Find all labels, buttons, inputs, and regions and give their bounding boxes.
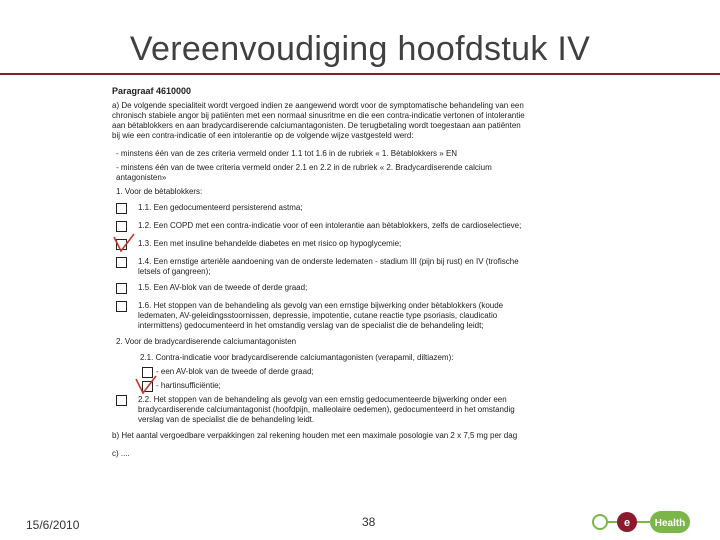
item-text: 2.2. Het stoppen van de behandeling als gevolg van een ernstig gedocumenteerde bijwerking onder een bradycardiserende calciumantagonist (hoofdpijn, malleolaire oedemen), gedocumenteerd in het omstandig verslag van de specialist die de behandeling leidt. bbox=[138, 395, 515, 424]
item-text: 1.3. Een met insuline behandelde diabetes en met risico op hypoglycemie; bbox=[138, 239, 402, 248]
item-text: - een AV-blok van de tweede of derde graad; bbox=[156, 367, 314, 376]
item-text: 1.4. Een ernstige arteriële aandoening van de onderste ledematen - stadium III (pijn bij rust) en IV (trofische letsels of gangreen); bbox=[138, 257, 519, 276]
checkbox bbox=[116, 395, 127, 406]
intro-text: a) De volgende specialiteit wordt vergoed indien ze aangewend wordt voor de symptomatische behandeling van een chronisch stabiele angor bij patiënten met een normaal sinusritme en die een contra-indicatie vertonen of intolerantie aan bètablokkers en aan bradycardiserende calciumantagonisten. De terugbetaling wordt toegestaan aan patiënten bij wie een contra-indicatie of een intolerantie op de volgende wijze vastgesteld werd: bbox=[112, 101, 525, 140]
section2-item-22 bbox=[112, 395, 527, 425]
item-text: 1.2. Een COPD met een contra-indicatie voor of een intolerantie aan bètablokkers, zelfs de cardioselectieve; bbox=[138, 221, 522, 230]
paragraph-heading: Paragraaf 4610000 bbox=[112, 86, 192, 96]
section2-title: 2. Voor de bradycardiserende calciumantagonisten bbox=[116, 337, 297, 346]
scanned-document bbox=[112, 86, 527, 467]
logo-letter: e bbox=[623, 517, 631, 529]
footer-date: 15/6/2010 bbox=[26, 518, 80, 532]
item-text: 1.6. Het stoppen van de behandeling als gevolg van een ernstige bijwerking onder bètablokkers (koude ledematen, AV-geleidingsstoornissen, depressie, impotentie, cutane reactie type psoriasis, claudicatio intermittens) gedocumenteerd in het omstandig verslag van de specialist die de behandeling leidt; bbox=[138, 301, 504, 330]
slide-title: Vereenvoudiging hoofdstuk IV bbox=[129, 30, 591, 68]
section1-item bbox=[112, 257, 527, 277]
section1-item bbox=[112, 283, 527, 295]
section2-dash-item bbox=[138, 367, 527, 377]
checkbox bbox=[116, 283, 127, 294]
checkbox bbox=[116, 203, 127, 214]
section1-item bbox=[112, 239, 527, 251]
section1-title: 1. Voor de bètablokkers: bbox=[116, 187, 203, 196]
page-number: 38 bbox=[362, 515, 376, 529]
section1-item bbox=[112, 221, 527, 233]
section1-item bbox=[112, 203, 527, 215]
item-text: - hartinsufficiëntie; bbox=[156, 381, 221, 390]
criterion-1: - minstens één van de zes criteria vermeld onder 1.1 tot 1.6 in de rubriek « 1. Bètablokkers » EN bbox=[116, 149, 458, 158]
item-text: 1.1. Een gedocumenteerd persisterend astma; bbox=[138, 203, 303, 212]
item-c-text: c) .... bbox=[112, 449, 130, 458]
check-mark-icon bbox=[112, 233, 136, 255]
item-text: 1.5. Een AV-blok van de tweede of derde graad; bbox=[138, 283, 308, 292]
item-b-text: b) Het aantal vergoedbare verpakkingen zal rekening houden met een maximale posologie van 2 x 7,5 mg per dag bbox=[112, 431, 518, 440]
checkbox bbox=[116, 221, 127, 232]
title-divider bbox=[0, 73, 720, 75]
section2-subtitle: 2.1. Contra-indicatie voor bradycardiserende calciumantagonisten (verapamil, diltiazem): bbox=[140, 353, 454, 362]
checkbox bbox=[116, 257, 127, 268]
check-mark-icon bbox=[134, 375, 158, 397]
logo-word: Health bbox=[654, 518, 686, 529]
ehealth-logo bbox=[590, 507, 720, 537]
criterion-2: - minstens één van de twee criteria vermeld onder 2.1 en 2.2 in de rubriek « 2. Bradycardiserende calcium antagonisten» bbox=[116, 163, 492, 182]
checkbox bbox=[116, 301, 127, 312]
section2-dash-item bbox=[138, 381, 527, 391]
section1-item bbox=[112, 301, 527, 331]
